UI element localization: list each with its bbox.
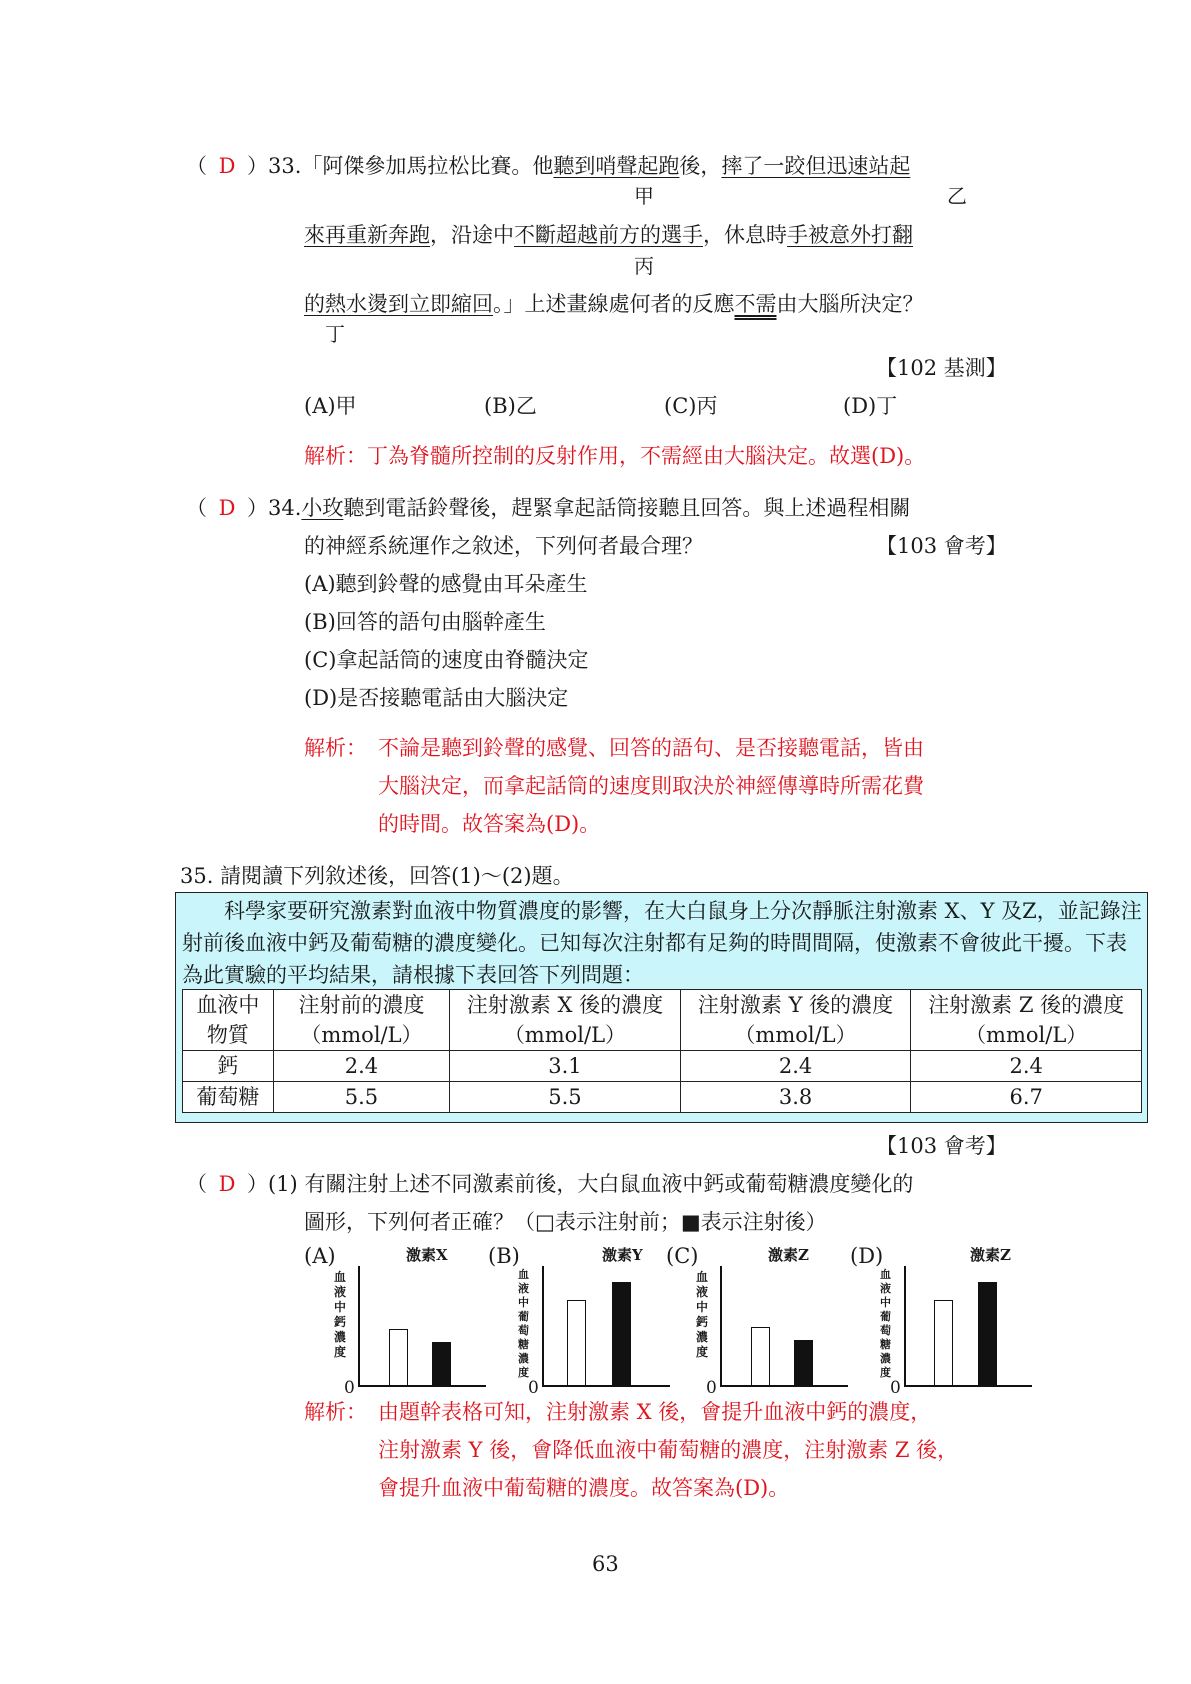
cell-value: 2.4 (911, 1051, 1142, 1082)
q33-text: 。」上述畫線處何者的反應 (493, 292, 735, 316)
bar-before (389, 1329, 408, 1386)
bar-after (432, 1342, 451, 1386)
y-axis (720, 1266, 722, 1386)
header-after-x (450, 990, 681, 1051)
bar-after (978, 1282, 997, 1386)
q35-passage: 科學家要研究激素對血液中物質濃度的影響，在大白鼠身上分次靜脈注射激素 X、Y 及Z，並記錄注射前後血液中鈣及葡萄糖的濃度變化。已知每次注射都有足夠的時間間隔，使激素不會彼此干擾。下表為此實驗的平均結果，請根據下表回答下列問題： (182, 899, 1142, 987)
header-line: 注射激素 X 後的濃度 (466, 993, 664, 1017)
q34-option-a: (A)聽到鈴聲的感覺由耳朵產生 (304, 572, 588, 596)
y-axis (542, 1266, 544, 1386)
label-yi: 乙 (947, 184, 967, 208)
chart-ylabel: 血液中葡萄糖濃度 (880, 1268, 891, 1379)
cell-value: 6.7 (911, 1082, 1142, 1113)
chart-option-d (850, 1244, 1032, 1398)
q35-passage-box (175, 892, 1148, 1123)
zero-label: 0 (344, 1378, 355, 1398)
q35-sub1-line2: 圖形，下列何者正確？（□表示注射前；■表示注射後） (304, 1210, 827, 1234)
x-axis (720, 1385, 848, 1387)
header-substance (183, 990, 274, 1051)
header-line: 注射激素 Y 後的濃度 (697, 993, 894, 1017)
q35-explanation-line3: 會提升血液中葡萄糖的濃度。故答案為(D)。 (378, 1476, 790, 1500)
q33-text: 後， (679, 154, 722, 178)
q33-line2 (304, 221, 913, 249)
bar-before (934, 1300, 953, 1386)
q33-option-a: (A)甲 (304, 394, 357, 418)
q34-explanation-line1: 不論是聽到鈴聲的感覺、回答的語句、是否接聽電話，皆由 (378, 736, 924, 760)
q33-explanation: 解析：丁為脊髓所控制的反射作用，不需經由大腦決定。故選(D)。 (304, 444, 926, 468)
header-line: 注射激素 Z 後的濃度 (928, 993, 1125, 1017)
label-bing: 丙 (634, 254, 654, 278)
q34-line2: 的神經系統運作之敘述，下列何者最合理？ (304, 534, 703, 558)
q34-source: 【103 會考】 (876, 534, 1007, 558)
bar-after (612, 1282, 631, 1386)
q33-line1: （ D ）33.「阿傑參加馬拉松比賽。他聽到哨聲起跑後，摔了一跤但迅速站起 (186, 154, 911, 178)
chart-ylabel: 血液中葡萄糖濃度 (518, 1268, 529, 1379)
q35-sub1-number: (1) (268, 1172, 298, 1196)
q33-option-c: (C)丙 (664, 394, 718, 418)
header-line: （mmol/L） (503, 1023, 627, 1047)
double-underline-not-needed: 不需 (734, 292, 777, 316)
q35-data-table (182, 989, 1142, 1113)
bar-before (751, 1327, 770, 1386)
q33-line3 (304, 290, 924, 318)
chart-option-b (488, 1244, 670, 1398)
q33-option-b: (B)乙 (484, 394, 537, 418)
q33-option-d: (D)丁 (843, 394, 898, 418)
option-label: (C) (666, 1244, 699, 1268)
q34-explanation-label: 解析： (304, 736, 367, 760)
q34-line1: （ D ）34.小玫聽到電話鈴聲後，趕緊拿起話筒接聽且回答。與上述過程相關 (186, 496, 911, 520)
label-ding: 丁 (325, 322, 345, 346)
x-axis (904, 1385, 1032, 1387)
zero-label: 0 (706, 1378, 717, 1398)
header-before (273, 990, 449, 1051)
q33-answer: D (218, 154, 236, 178)
underline-jia: 聽到哨聲起跑 (553, 154, 680, 178)
q35-sub1-text: 有關注射上述不同激素前後，大白鼠血液中鈣或葡萄糖濃度變化的 (304, 1172, 914, 1196)
chart-title: 激素Z (768, 1246, 809, 1264)
cell-value: 3.1 (450, 1051, 681, 1082)
chart-ylabel: 血液中鈣濃度 (696, 1270, 709, 1359)
table-row (183, 1051, 1142, 1082)
chart-option-c (666, 1244, 848, 1398)
q35-explanation-label: 解析： (304, 1400, 367, 1424)
underline-yi-cont: 來再重新奔跑 (304, 223, 430, 247)
q33-text: 由大腦所決定？ (776, 292, 924, 316)
q34-text: 聽到電話鈴聲後，趕緊拿起話筒接聽且回答。與上述過程相關 (343, 496, 911, 520)
header-line: 注射前的濃度 (298, 993, 425, 1017)
cell-substance: 葡萄糖 (183, 1082, 274, 1113)
cell-value: 5.5 (273, 1082, 449, 1113)
header-line: 血液中 (196, 993, 260, 1017)
chart-title: 激素X (406, 1246, 448, 1264)
q33-text: ，休息時 (703, 223, 787, 247)
x-axis (542, 1385, 670, 1387)
option-label: (B) (488, 1244, 520, 1268)
y-axis (904, 1266, 906, 1386)
option-label: (A) (304, 1244, 336, 1268)
q33-text: 「阿傑參加馬拉松比賽。他 (301, 154, 554, 178)
table-row (183, 1082, 1142, 1113)
option-label: (D) (850, 1244, 884, 1268)
header-line: （mmol/L） (300, 1023, 423, 1047)
zero-label: 0 (890, 1378, 901, 1398)
q34-explanation-line3: 的時間。故答案為(D)。 (378, 812, 601, 836)
q35-source: 【103 會考】 (876, 1134, 1007, 1158)
cell-substance: 鈣 (183, 1051, 274, 1082)
header-line: （mmol/L） (734, 1023, 857, 1047)
underline-name: 小玫 (301, 496, 344, 520)
q35-explanation-line1: 由題幹表格可知，注射激素 X 後，會提升血液中鈣的濃度， (378, 1400, 932, 1424)
q33-text: ，沿途中 (430, 223, 514, 247)
cell-value: 2.4 (273, 1051, 449, 1082)
header-line: （mmol/L） (965, 1023, 1088, 1047)
q34-explanation-line2: 大腦決定，而拿起話筒的速度則取決於神經傳導時所需花費 (378, 774, 924, 798)
underline-ding: 手被意外打翻 (787, 223, 913, 247)
chart-option-a (304, 1244, 486, 1398)
bar-before (567, 1300, 586, 1386)
zero-label: 0 (528, 1378, 539, 1398)
table-header-row (183, 990, 1142, 1051)
header-after-y (680, 990, 911, 1051)
chart-title: 激素Y (602, 1246, 643, 1264)
chart-ylabel: 血液中鈣濃度 (334, 1270, 347, 1359)
bar-after (794, 1340, 813, 1386)
q35-intro: 35. 請閱讀下列敘述後，回答(1)～(2)題。 (180, 864, 574, 888)
q34-option-b: (B)回答的語句由腦幹產生 (304, 610, 546, 634)
label-jia: 甲 (634, 184, 654, 208)
q35-sub1-line1: （ D ）(1) 有關注射上述不同激素前後，大白鼠血液中鈣或葡萄糖濃度變化的 (186, 1172, 914, 1196)
q34-answer: D (218, 496, 236, 520)
q35-explanation-line2: 注射激素 Y 後，會降低血液中葡萄糖的濃度，注射激素 Z 後， (378, 1438, 959, 1462)
underline-ding-cont: 的熱水燙到立即縮回 (304, 292, 493, 316)
page-number: 63 (592, 1552, 619, 1576)
y-axis (358, 1266, 360, 1386)
underline-bing: 不斷超越前方的選手 (514, 223, 703, 247)
x-axis (358, 1385, 486, 1387)
underline-yi: 摔了一跤但迅速站起 (721, 154, 911, 178)
q34-number: 34. (268, 496, 302, 520)
cell-value: 2.4 (680, 1051, 911, 1082)
cell-value: 3.8 (680, 1082, 911, 1113)
q35-sub1-answer: D (218, 1172, 236, 1196)
q33-number: 33. (268, 154, 302, 178)
cell-value: 5.5 (450, 1082, 681, 1113)
header-line: 物質 (206, 1023, 249, 1047)
chart-title: 激素Z (970, 1246, 1011, 1264)
q34-option-d: (D)是否接聽電話由大腦決定 (304, 686, 569, 710)
q34-option-c: (C)拿起話筒的速度由脊髓決定 (304, 648, 589, 672)
header-after-z (911, 990, 1142, 1051)
q33-source: 【102 基測】 (876, 356, 1007, 380)
